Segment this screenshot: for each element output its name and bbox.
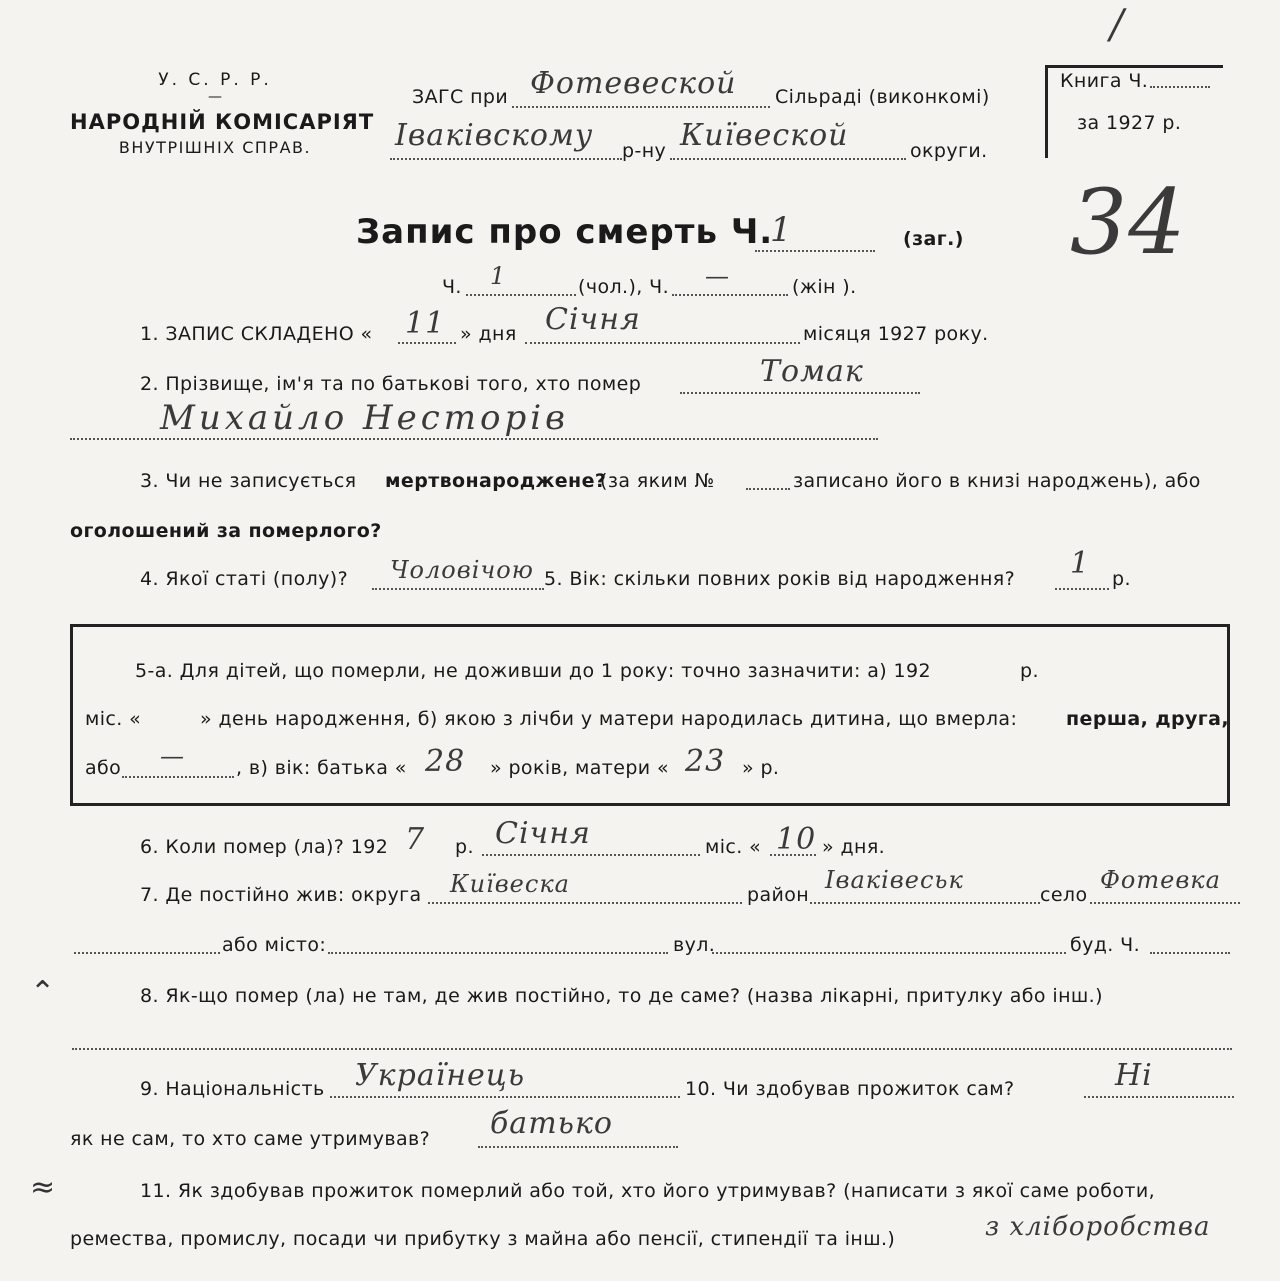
- q6-month-line: [482, 854, 700, 856]
- q5a-line3-b: , в) вік: батька «: [236, 757, 407, 779]
- okruha-label: округи.: [910, 140, 988, 162]
- q5a-line1-end: р.: [1020, 660, 1039, 682]
- q6-end: » дня.: [822, 836, 886, 858]
- q1-mid: » дня: [460, 323, 517, 345]
- book-number-label: Книга Ч.: [1060, 70, 1149, 92]
- q9-line: [330, 1096, 680, 1098]
- q4-sex-value: Чоловічою: [390, 556, 534, 584]
- q7-misto: або місто:: [222, 934, 327, 956]
- sub-chol-label: (чол.), Ч.: [578, 276, 670, 298]
- q2-label: 2. Прізвище, ім'я та по батькові того, хто помер: [140, 373, 642, 395]
- ministry-label: НАРОДНІЙ КОМІСАРІЯТ: [70, 110, 375, 134]
- sub-ch1: Ч.: [442, 276, 462, 298]
- q2-name-line: [70, 438, 878, 440]
- q9-label: 9. Національність: [140, 1078, 325, 1100]
- staple-mark-icon: ⌃: [30, 975, 56, 1010]
- q7-okruha-line: [428, 902, 742, 904]
- district-label: р-ну: [622, 140, 667, 162]
- q1-day-line: [398, 342, 456, 344]
- q11-line1: 11. Як здобував прожиток померлий або той, хто його утримував? (написати з якої саме роботи,: [140, 1180, 1156, 1202]
- q5a-line3-c: » років, матери «: [490, 757, 669, 779]
- q8-line: [72, 1048, 1232, 1050]
- sub-zhin-label: (жін ).: [792, 276, 857, 298]
- dept-label: ВНУТРІШНІХ СПРАВ.: [118, 138, 312, 157]
- q10-label: 10. Чи здобував прожиток сам?: [685, 1078, 1015, 1100]
- q6-mis: міс. «: [705, 836, 762, 858]
- sub-chol-value: 1: [490, 262, 507, 290]
- title-number-line: [755, 250, 875, 252]
- q7-selo-value: Фотевка: [1100, 866, 1221, 894]
- q3-end: записано його в книзі народжень), або: [793, 470, 1201, 492]
- q7-pre-line: [74, 952, 220, 954]
- sub-zhin-value: —: [705, 262, 730, 290]
- q2-name-value: Михайло Несторів: [160, 398, 569, 438]
- zags-village-value: Фотевеской: [530, 66, 737, 101]
- q9-value: Українець: [355, 1058, 526, 1093]
- q1-month-value: Січня: [545, 302, 641, 337]
- q1-label: 1. ЗАПИС СКЛАДЕНО «: [140, 323, 373, 345]
- sub-chol-line: [466, 294, 576, 296]
- q7-vul-line: [712, 952, 1066, 954]
- header-dash: —: [208, 89, 222, 105]
- q3-mid: (за яким №: [600, 470, 715, 492]
- staple-mark-icon: ≈: [30, 1170, 56, 1205]
- q5-age-value: 1: [1070, 546, 1091, 581]
- q5a-other-line: [122, 776, 234, 778]
- q8-label: 8. Як-що помер (ла) не там, де жив постійно, то де саме? (назва лікарні, притулку або інш.): [140, 985, 1103, 1007]
- page-title: Запис про смерть Ч.: [356, 212, 774, 252]
- q7-okruha-value: Київеска: [450, 870, 570, 898]
- q7-selo-line: [1090, 902, 1240, 904]
- q6-month-value: Січня: [495, 816, 591, 851]
- q3-label: 3. Чи не записується: [140, 470, 357, 492]
- q5a-line2-bold: перша, друга,: [1066, 708, 1229, 730]
- district-value: Іваківскому: [395, 118, 594, 153]
- q11-value: з хліборобства: [985, 1212, 1211, 1242]
- q5a-line3-a: або: [85, 757, 122, 779]
- q3-number-line: [746, 488, 790, 490]
- q2-surname-value: Томак: [760, 354, 864, 389]
- corner-mark: /: [1110, 2, 1125, 48]
- q7-label: 7. Де постійно жив: округа: [140, 884, 422, 906]
- q1-month-line: [525, 342, 800, 344]
- sub-zhin-line: [672, 294, 788, 296]
- title-zag: (заг.): [903, 228, 964, 250]
- book-year: за 1927 р.: [1077, 112, 1182, 134]
- q7-selo: село: [1040, 884, 1088, 906]
- q10-line: [1084, 1096, 1234, 1098]
- q2-surname-line: [680, 392, 920, 394]
- q4-label: 4. Якої статі (полу)?: [140, 568, 349, 590]
- q6-label: 6. Коли помер (ла)? 192: [140, 836, 389, 858]
- district-line: [390, 158, 622, 160]
- okruha-line: [670, 158, 906, 160]
- ussr-label: У. С. Р. Р.: [158, 70, 272, 90]
- book-number-line: [1150, 86, 1210, 88]
- q6-day-value: 10: [776, 822, 817, 857]
- q5a-line2-b: » день народження, б) якою з лічби у матери народилась дитина, що вмерла:: [200, 708, 1018, 730]
- zags-village-line: [512, 106, 770, 108]
- q7-misto-line: [328, 952, 668, 954]
- zags-prefix: ЗАГС при: [412, 86, 509, 108]
- q10b-value: батько: [490, 1106, 613, 1141]
- q5-label: 5. Вік: скільки повних років від народження?: [544, 568, 1016, 590]
- q10b-line: [478, 1146, 678, 1148]
- q5a-line1: 5-а. Для дітей, що померли, не доживши до 1 року: точно зазначити: а) 192: [135, 660, 932, 682]
- q7-raion-line: [810, 902, 1040, 904]
- q5-age-line: [1055, 588, 1109, 590]
- q7-vul: вул.: [673, 934, 716, 956]
- q10b-label: як не сам, то хто саме утримував?: [70, 1128, 431, 1150]
- header-block: [70, 70, 375, 157]
- q10-value: Ні: [1115, 1058, 1153, 1093]
- q7-raion-value: Іваківеськ: [825, 866, 964, 894]
- okruha-value: Київеской: [680, 118, 849, 153]
- q5a-mother-age: 23: [685, 744, 726, 779]
- q11-line2: ремества, промислу, посади чи прибутку з майна або пенсії, стипендії та інш.): [70, 1228, 896, 1250]
- q1-day-value: 11: [405, 306, 446, 341]
- q7-bud-line: [1150, 952, 1230, 954]
- q7-raion: район: [747, 884, 810, 906]
- zags-suffix: Сільраді (виконкомі): [775, 86, 990, 108]
- q5a-line3-d: » р.: [742, 757, 780, 779]
- q7-bud: буд. Ч.: [1070, 934, 1141, 956]
- side-number: 34: [1070, 170, 1187, 275]
- q5a-father-age: 28: [425, 744, 466, 779]
- q5a-line2-a: міс. «: [85, 708, 142, 730]
- title-number-value: 1: [770, 210, 793, 250]
- q6-r: р.: [455, 836, 474, 858]
- q6-year-value: 7: [405, 822, 426, 857]
- q3-bold1: мертвонароджене?: [385, 470, 607, 492]
- q4-sex-line: [372, 588, 544, 590]
- q3-bold2: оголошений за померлого?: [70, 520, 382, 542]
- q5-years: р.: [1112, 568, 1131, 590]
- q1-end: місяця 1927 року.: [803, 323, 989, 345]
- q5a-other-value: —: [160, 742, 185, 770]
